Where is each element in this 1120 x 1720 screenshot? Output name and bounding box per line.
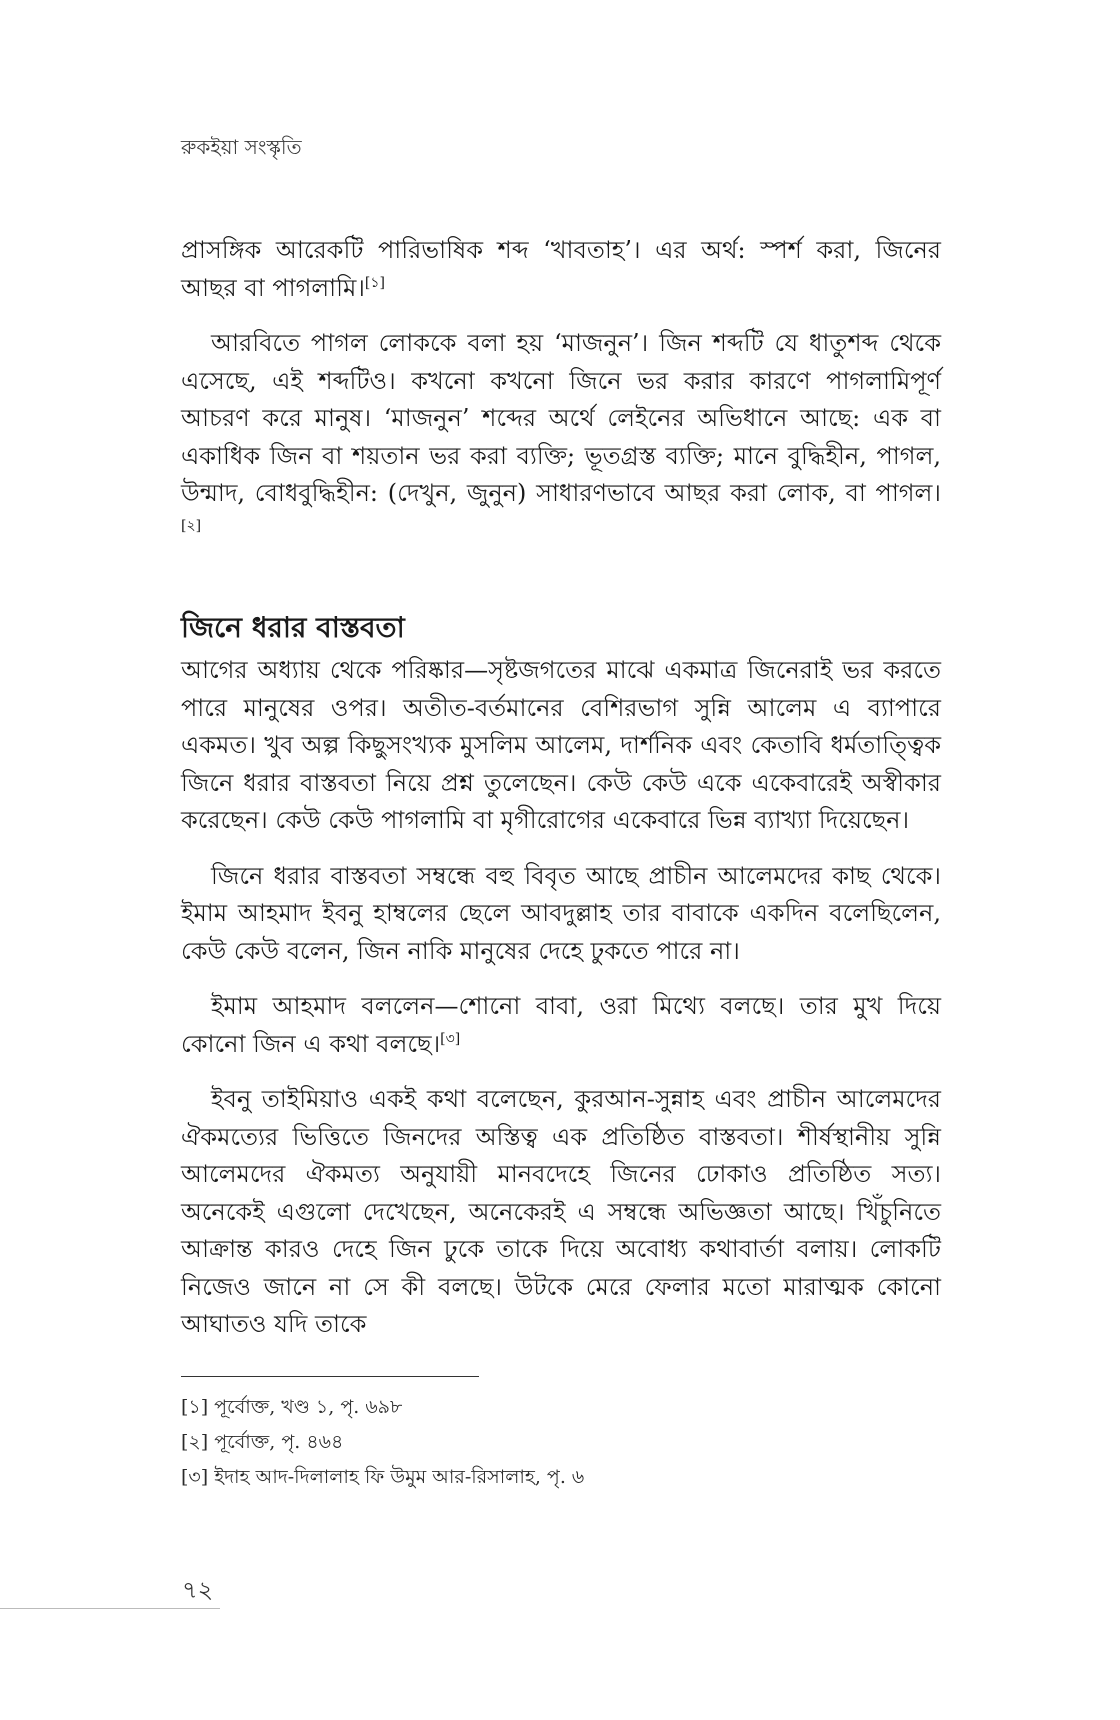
paragraph-text: প্রাসঙ্গিক আরেকটি পারিভাষিক শব্দ ‘খাবতাহ’। এর অর্থ: স্পর্শ করা, জিনের আছর বা পাগলামি। [181,236,941,302]
footnote-text: ইদাহ আদ-দিলালাহ ফি উমুম আর-রিসালাহ, পৃ. ৬ [214,1466,585,1488]
paragraph-text: জিনে ধরার বাস্তবতা সম্বন্ধে বহু বিবৃত আছে প্রাচীন আলেমদের কাছ থেকে। ইমাম আহমাদ ইবনু হাম্বলের ছেলে আবদুল্লাহ তার বাবাকে একদিন বলেছিলেন, কেউ কেউ বলেন, জিন নাকি মানুষের দেহে ঢুকতে পারে না। [181,861,941,965]
footnote-reference[interactable]: [১] [364,274,385,291]
paragraph-text: ইবনু তাইমিয়াও একই কথা বলেছেন, কুরআন-সুন্নাহ এবং প্রাচীন আলেমদের ঐকমত্যের ভিত্তিতে জিনদের অস্তিত্ব এক প্রতিষ্ঠিত বাস্তবতা। শীর্ষস্থানীয় সুন্নি আলেমদের ঐকমত্য অনুযায়ী মানবদেহে জিনের ঢোকাও প্রতিষ্ঠিত সত্য। অনেকেই এগুলো দেখেছেন, অনেকেরই এ সম্বন্ধে অভিজ্ঞতা আছে। খিঁচুনিতে আক্রান্ত কারও দেহে জিন ঢুকে তাকে দিয়ে অবোধ্য কথাবার্তা বলায়। লোকটি নিজেও জানে না সে কী বলছে। উটকে মেরে ফেলার মতো মারাত্মক কোনো আঘাতও যদি তাকে [181,1085,941,1338]
body-text [181,232,941,1362]
paragraph [181,1081,941,1344]
footnote-item [181,1460,941,1495]
section-heading: জিনে ধরার বাস্তবতা [181,611,405,644]
footnote-text: পূর্বোক্ত, পৃ. ৪৬৪ [214,1431,344,1453]
footnote-number: [৩] [181,1466,209,1488]
running-head: রুকইয়া সংস্কৃতি [181,135,302,159]
paragraph [181,858,941,971]
paragraph-text: ইমাম আহমাদ বললেন—শোনো বাবা, ওরা মিথ্যে বলছে। তার মুখ দিয়ে কোনো জিন এ কথা বলছে। [181,992,941,1058]
footnote-number: [১] [181,1396,209,1418]
footnotes [181,1390,941,1495]
paragraph [181,325,941,550]
footnote-number: [২] [181,1431,209,1453]
paragraph [181,652,941,840]
paragraph-text: আগের অধ্যায় থেকে পরিষ্কার—সৃষ্টজগতের মাঝে একমাত্র জিনেরাই ভর করতে পারে মানুষের ওপর। অতীত-বর্তমানের বেশিরভাগ সুন্নি আলেম এ ব্যাপারে একমত। খুব অল্প কিছুসংখ্যক মুসলিম আলেম, দার্শনিক এবং কেতাবি ধর্মতাত্ত্বিক জিনে ধরার বাস্তবতা নিয়ে প্রশ্ন তুলেছেন। কেউ কেউ একে একেবারেই অস্বীকার করেছেন। কেউ কেউ পাগলামি বা মৃগীরোগের একেবারে ভিন্ন ব্যাখ্যা দিয়েছেন। [181,656,941,834]
footnote-item [181,1390,941,1425]
bottom-rule [0,1608,220,1609]
paragraph-text: আরবিতে পাগল লোককে বলা হয় ‘মাজনুন’। জিন শব্দটি যে ধাতুশব্দ থেকে এসেছে, এই শব্দটিও। কখনো কখনো জিনে ভর করার কারণে পাগলামিপূর্ণ আচরণ করে মানুষ। ‘মাজনুন’ শব্দের অর্থে লেইনের অভিধানে আছে: এক বা একাধিক জিন বা শয়তান ভর করা ব্যক্তি; ভূতগ্রস্ত ব্যক্তি; মানে বুদ্ধিহীন, পাগল, উন্মাদ, বোধবুদ্ধিহীন: (দেখুন, জুনুন) সাধারণভাবে আছর করা লোক, বা পাগল। [181,329,941,507]
footnote-text: পূর্বোক্ত, খণ্ড ১, পৃ. ৬৯৮ [214,1396,403,1418]
paragraph [181,232,941,307]
footnote-reference[interactable]: [২] [181,517,202,534]
footnote-reference[interactable]: [৩] [440,1030,461,1047]
footnote-item [181,1425,941,1460]
footnote-divider [181,1376,479,1377]
page-number: ৭২ [182,1576,214,1604]
paragraph [181,988,941,1063]
